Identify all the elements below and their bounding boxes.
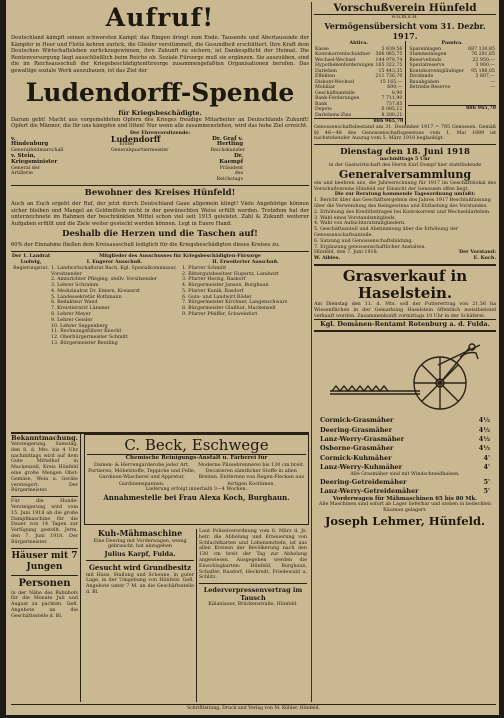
mower-machine-icon [320,335,490,415]
col1-header: I. Engerer Ausschuß. [86,259,143,265]
balance-label: Hypothekenforderungen [315,63,374,69]
aufruf-section [11,2,309,432]
mower-item [314,435,496,444]
mower-name: Lanz-Werry-Grasmäher [320,435,404,444]
member-item: 12. Oberbürgermeister Schmitt [51,335,128,341]
erweiterter-ausschuss [182,260,309,347]
signer-name: Dr. Kaempf [219,152,244,165]
aktiva-total: 886 965,70 [314,118,403,125]
mower-name: Lanz-Werry-Getreidemäher [320,487,419,496]
vermoegen-title: Vermögensübersicht vom 31. Dezbr. 1917. [324,20,486,41]
datum: Hünfeld, den 7. Juni 1918. [314,250,379,256]
herzen-heading: Deshalb die Herzen und die Taschen auf! [62,229,258,240]
vorstand-left: W. Aibies. [314,255,341,262]
ersatzteile-text: Alle Grasmäher sind mit Windschneidhalsen. [350,472,460,478]
balance-value: 600,— [387,85,403,91]
balance-label: Reservefonds [409,57,442,63]
signer-name: Dr. Graf v. Hertling [212,135,244,148]
signer-role: Präsident des Reichstags [216,165,244,183]
karpf-name: Julius Karpf, Fulda. [104,550,176,559]
dienstag-heading: Dienstag den 18. Juni 1918 [340,147,470,158]
mower-name: Cormick-Kuhmäher [320,453,392,462]
balance-value: 737,85 [385,101,403,107]
member-item: 11. Rechnungsführer Knecht [51,329,122,335]
member-item: 13. Bürgermeister Beutling [51,341,118,347]
balance-value: 95 186,05 [471,68,495,74]
balance-label: Betriebs-Reserve [409,85,451,91]
newspaper-page [6,0,499,715]
divider [314,330,496,332]
divider [314,144,496,145]
gv-text: ein und beehren uns, die Jahresrechnung für 1917 im Geschäftslokal des Vorschußvereins Hünfeld zur Einsicht der Genossen offen liegt. [314,180,496,192]
balance-label: Kasse [315,46,329,52]
member-item: 7. Kreistierarzt Lämmer [51,306,110,312]
signer-name: v. Hindenburg [11,135,49,148]
personen-text: in der Nähe des Bahnhofs für die Monate Juli und August zu pachten. Gefl. Angebote an die Geschäftsstelle d. Bl. [11,590,78,619]
balance-label: Effekten [315,74,336,80]
divider [11,496,78,497]
balance-value: 15 443,35 [378,68,403,74]
balance-label: Geschäftsanteile [315,90,355,96]
balance-label: Spareinlagen [409,46,441,52]
balance-row [314,52,403,58]
balance-value: 3 807,— [475,74,495,80]
balance-value: 8 280,21 [381,112,403,118]
mower-list [314,416,496,472]
balance-value: 165 322,75 [375,63,403,69]
gras-title: Grasverkauf in Haselstein. [342,267,468,303]
balance-value: 5 839,56 [381,46,403,52]
domaenen-name: Kgl. Domänen-Rentamt Rotenburg a. d. Fulda. [314,319,496,328]
mower-item [314,444,496,453]
member-item: 10. Lehrer Seppenberg [51,323,108,329]
notices-column [11,434,81,702]
balance-value: 306 965,75 [375,52,403,58]
column-divider [311,2,312,702]
agenda-item: 4. Wahl von Aufsichtsratsmitgliedern. [314,221,406,227]
mower-name: Deering-Grasmäher [320,425,392,434]
member-item: 4. Medizinalrat Dr. Emern, Kreisarzt [51,288,140,294]
mower-name: Osborne-Grasmäher [320,444,394,453]
balance-label: Dividende [409,74,434,80]
kuh-ad [84,529,197,702]
signer-name: Ludendorff [110,133,161,144]
beck-name: C. Beck, Eschwege [87,437,306,455]
member-item: 9. Lehrer Geisler [51,317,93,323]
divider [199,583,307,584]
landrat-title: Regierungsrat. [13,265,49,271]
lager-text: Alle Maschinen sind sofort ab Lager lieferbar und stehen in bedeckten Räumen gelagert. [318,502,492,514]
aufruf-text: Deutschland kämpft seinen schwersten Kampf; das Ringen dringt zum Ende. Tausende und Abertausende der Kämpfer in Heer und Flotte kehren zurück, die Glieder verstümmelt, die Gesundheit erschüttert. Ihre Kraft dem Deutschen Wirtschaftsleben zurückzugewinnen, ihre Zukunft zu sichern, ist Dankespflicht der Heimat. Die Rentenversorgung liegt ausschließlich beim Reiche ob. Soziale Fürsorge muß sie ergänzen. Sie auszuüben, sind die im Reichsausschuß der Kriegsbeschädigtenfürsorge zusammengefaßten Organisationen berufen. Das gewaltige soziale Werk auszubauen, ist das Ziel der [11,35,309,74]
grund-title: Gesucht wird Grundbesitz [88,563,192,573]
divider [11,251,309,252]
mower-size: 4' [483,462,490,471]
right-column [314,2,496,702]
vorstand-label: Der Vorstand: [458,249,496,256]
personen-title: Personen [18,577,71,589]
mower-item [314,463,496,472]
passiva-label: Passiva. [441,39,463,46]
beck-annahme: Annahmestelle bei Frau Alexa Koch, Burghaun. [103,492,290,502]
mahnung-ad [197,529,309,702]
agenda-item: 6. Satzung und Genossenschaftsbildung. [314,238,413,244]
mower-list-2 [314,478,496,497]
passiva-table [408,47,496,91]
mower-name: Lanz-Werry-Kuhmäher [320,462,403,471]
genossen-text: Genossenschaftsbestand am 31. Dezember 1917 = 795 Genossen. Gemäß §§ 46—48 des Genossenschaftsgesetzes vom 1. Mai 1889 ist nachstehender Auszug vom 5. März 1918 beglaubigt. [314,124,496,142]
dampf-text: Für die Hunde-Versteigerung wird vom 15. Juni 1918 ab die große Dampfmaschine für die Dauer von 14 Tagen zur Verfügung gestellt. Jerm, den 7. Juni 1918. Der Bürgermeister. [11,499,78,545]
balance-label: Spezialreserve [409,63,445,69]
divider [11,548,78,549]
vorderwagen-text: Vorderwagen für Mähmaschinen 65 bis 80 Mk. [332,495,478,502]
middle-ads [84,529,309,702]
col2-header: II. Erweiterter Ausschuß. [212,259,279,265]
balance-label: Bank [315,101,328,107]
balance-label: Stammeinlagen [409,52,447,58]
member-item: 6. Redakteur Wand [51,300,98,306]
balance-value: 3 900,— [475,63,495,69]
ehrenvorsitz-label: Der Ehrenvorsitzende: [129,129,191,136]
balance-label: Bauabgaben [409,79,440,85]
balance-value: — [490,79,495,85]
signer-role: Generalfeldmarschall [11,148,64,154]
balance-value: 6 085,12 [381,107,403,113]
member-item: 7. Bürgermeister Kirchner, Langenschwarz [182,300,288,306]
signers-row-2 [11,154,309,183]
mower-illustration [314,334,496,416]
landrat-label: Der 1. Landrat [11,253,51,259]
tagesordnung-label: Die zur Beratung kommende Tagesordnung umfaßt: [334,191,476,198]
mower-name: Cormick-Grasmäher [320,416,394,425]
mower-size: 5' [483,478,490,486]
signers-row-1 [11,133,309,154]
passiva-total: 886 965,70 [408,105,496,112]
mower-item [314,426,496,435]
member-item: 3. Pfarrer Herzig, Raskorf [182,277,246,283]
balance-value: 76 281,65 [471,52,495,58]
imprint: Schriftleitung, Druck und Verlag von M. Köhler, Hünfeld. [11,704,496,711]
spende-title: Ludendorff-Spende [25,77,295,107]
agenda-item: 5. Geschäftsanteil und Abstimmung über die Erhöhung der Genossenschaftsanteile. [314,227,459,239]
balance-row [408,85,496,91]
balance-label: Mobiliar [315,85,336,91]
mower-size: 4½ [478,425,490,434]
balance-value: — [490,85,495,91]
balance-value: 22 950,— [472,57,495,63]
balance-label: Darlehens-Zins [315,112,352,118]
balance-value: 144 978,74 [375,57,403,63]
agenda-item: 3. Wahl eines Vorstandsmitglieds. [314,215,397,221]
kuh-title: Kuh-Mähmaschine [97,528,183,538]
bottom-left-ads [11,434,309,702]
balance-label: Wechsel-Wechsel [315,57,356,63]
mower-size: 5' [483,487,490,496]
agenda-item: 2. Erhöhung des Kreditbetrages bei Kontokorrent und Wechseldarlehen. [314,209,491,215]
lehrer-text: Kilianlauer, Brückenstraße, Hünfeld. [208,602,298,608]
mower-size: 4½ [478,435,490,444]
herzen-text: 60% der Einnahme fließen dem Kreisausschuß lediglich für die Kriegsbeschädigten dieses Kreises zu. [11,242,280,249]
engerer-ausschuss [51,260,178,347]
signer-role: Reichskanzler [210,148,245,154]
balance-label: Darlehen [315,68,337,74]
member-item: 2. Amtsrichter Pfleging, stellv. Vorsitzender [51,277,158,283]
tagesordnung-list [314,198,496,250]
mower-item [314,478,496,487]
spende-subtitle: für Kriegsbeschädigte. [118,108,202,117]
member-item: 4. Bürgermeister Jansen, Burghaun [182,283,269,289]
mahnung-text: Laut Polizeiverordnung vom 6. März d. Js. betr. die Abholung und Erneuerung von Schlachtkarten und Lebensmitteln, ist aus allen Kreisen der Bevölkerung nach den 130 cm breit der Tag zur Abholung angewiesen. Ausgegeben werden die Einschlagkarten: Hünfeld, Burghaun, Schaffer, Rasdorf, Heckrodt, Friedewald u. Schlitz. [199,529,307,581]
balance-value: 8,90 [391,90,403,96]
mower-name: Deering-Getreidemäher [320,478,407,486]
agenda-item: 1. Bericht über das Geschäftsergebnis des Jahres 1917 Beschlußfassung über die Verwendung des Reingewinns und Entlastung des Vorstandes. [314,198,491,210]
mower-item [314,416,496,425]
aktiva-label: Aktiva. [349,39,368,46]
divider [11,575,78,576]
kuh-text: Eine Deering mit Vorderwagen, wenig gebraucht, hat abzugeben [93,538,187,550]
balance-label: Diskont-Wechsel [315,79,355,85]
kreis-heading: Bewohner des Kreises Hünfeld! [84,187,236,198]
member-item: 5. Landessekretär Rothmann [51,294,122,300]
members-block [11,254,309,347]
mower-item [314,454,496,463]
signer-name: v. Stein, Kriegsminister [11,152,58,165]
member-item: 5. Pfarrer Kunik, Rasdorf [182,288,244,294]
balance-value: 15 165,— [379,79,403,85]
lehrer-title: Lederverpressenvertrag im Tausch [203,586,303,603]
lehmer-name: Joseph Lehmer, Hünfeld. [324,513,486,528]
signer-role: Erster Generalquartiermeister [110,142,169,154]
beck-subtitle: Chemische Reinigungs-Anstalt u. Färberei für [125,455,268,461]
agenda-item: 7. Ergänzung genossenschaftlicher Anstalten. [314,244,426,250]
kreis-text: Auch an Euch ergeht der Ruf, der jetzt durch Deutschland Gaue allgemein klingt! Viele Angehörige können sicher bleiben und Mangel an Geldmitteln nicht in der gewünschten Weise erfüllt werden. Trotzdem hat der unterzeichnete im Rahmen der beschränkten Mittel schon viel seit 1915 geleistet. Zahl & Zukunft weiterer Aufgaben erfüllt und die Ziele weiter gesteckt werden können. Legt in Euere Hand. [11,200,309,227]
balance-value: 687 130,85 [468,46,495,52]
beck-lieferung: Lieferung erfolgt innerhalb 3—4 Wochen. [145,486,248,492]
beck-services-left: Damen- & Herrengarderobe jeder Art, Portieren, Möbelstoffe, Teppiche und Felle, Gardinen-Wäscherei und Appretur, Gardinenspannen. [88,462,196,487]
bekannt-title: Bekanntmachung. [11,434,78,442]
balance-value: 7 711,90 [381,96,403,102]
divider [314,264,496,266]
member-item: 2. Rittergutsbesitzer Hupertz, Landwirt [182,271,279,277]
mower-size: 4½ [478,416,490,425]
member-item: 8. Lehrer Meyer [51,312,91,318]
vorstand-right: E. Koch. [473,255,496,262]
verein-title: Vorschußverein Hünfeld [314,2,496,15]
balance-value: 211 736,70 [375,74,403,80]
grund-text: mit Haus, Stallung und Scheune, in guter Lage, in der Umgebung von Hünfeld. Gefl. Angebote unter 7 M. an die Geschäftsstelle d. Bl. [86,572,194,595]
beck-services-right: Moderne Plissebrennerei bis 130 cm breit. Decatieren sämtlicher Stoffe in allen Breiten. Entfernen von Regen-Flecken aus fertigen Kostümen. [198,462,305,487]
aufruf-title: Aufruf! [105,3,215,32]
balance-label: Kontokorrentgläubiger [409,68,464,74]
mower-size: 4½ [478,444,490,453]
balance-label: Depots [315,107,332,113]
member-item: 6. Guts- und Landwirt Röder [182,294,252,300]
dienstag-time: nachmittags 5 Uhr [379,156,431,163]
haeuser-title: Häuser mit 7 Jungen [11,550,78,572]
gras-text: Am Dienstag den 11. d. Mts. soll der Futterertrag von 21,56 ha Wiesenflächen in der Gemarkung Haselstein öffentlich meistbietend verkauft werden. Zusammenkunft vormittags 10 Uhr in der Schäferei. [314,302,496,319]
divider [11,185,309,186]
beck-ad [84,434,309,525]
balance-sheet [314,41,496,125]
member-item: 8. Bürgermeister Glaßhut, Mackenzell [182,306,276,312]
balance-row [314,96,403,102]
landrat-name: Ludwig, [20,259,42,265]
dienstag-text: in der Gastwirtschaft des Herrn Karl Dompf hier stattfindende [328,163,482,169]
signer-role: General der Artillerie [11,165,41,177]
gv-title: Generalversammlung [338,167,472,181]
balance-row [314,63,403,69]
member-item: 3. Lehrer Schramm [51,283,99,289]
beck-services [87,462,306,487]
balance-label: Kontokorrentschuldner [315,52,371,58]
member-item: 1. Pfarrer Schmitt [182,265,227,271]
members-title: Mitglieder des Ausschusses für Kriegsbeschädigten-Fürsorge [99,253,261,259]
aktiva-table [314,47,403,119]
divider [86,560,194,561]
spende-text: Darum gebt! Macht aus vorgemeldeten Opfern des Krieges freudige Mitarbeiter an Deutschlands Zukunft! Opfert die Männer, die für uns kämpfen und litten! Nur wenn alle zusammenstehen, wird das hohe Ziel erreicht. [11,116,309,130]
member-item: 9. Pfarrer Pfeiffer, Schweinfurt [182,312,258,318]
vorstand-row [314,256,496,262]
mower-size: 4' [483,453,490,462]
member-item: 1. Landwirtschaftsrat Bach, Kgl. Spezialkommissar, Vorsitzender [51,265,177,277]
verein-sub: e.G.m.u.H. [392,15,418,20]
balance-label: Bank-Forderungen [315,96,360,102]
bekannt-text: Versteigerung. Samstag, den 8. d. Mts. bis 4 Uhr nachmittags wird auf dem Gute Mittelhof in Mackenzell, Kreis Hünfeld eine große Mengen Obst-Gemüse, Wein u. Geräte versteigert. Der Bürgermeister. [11,442,78,494]
